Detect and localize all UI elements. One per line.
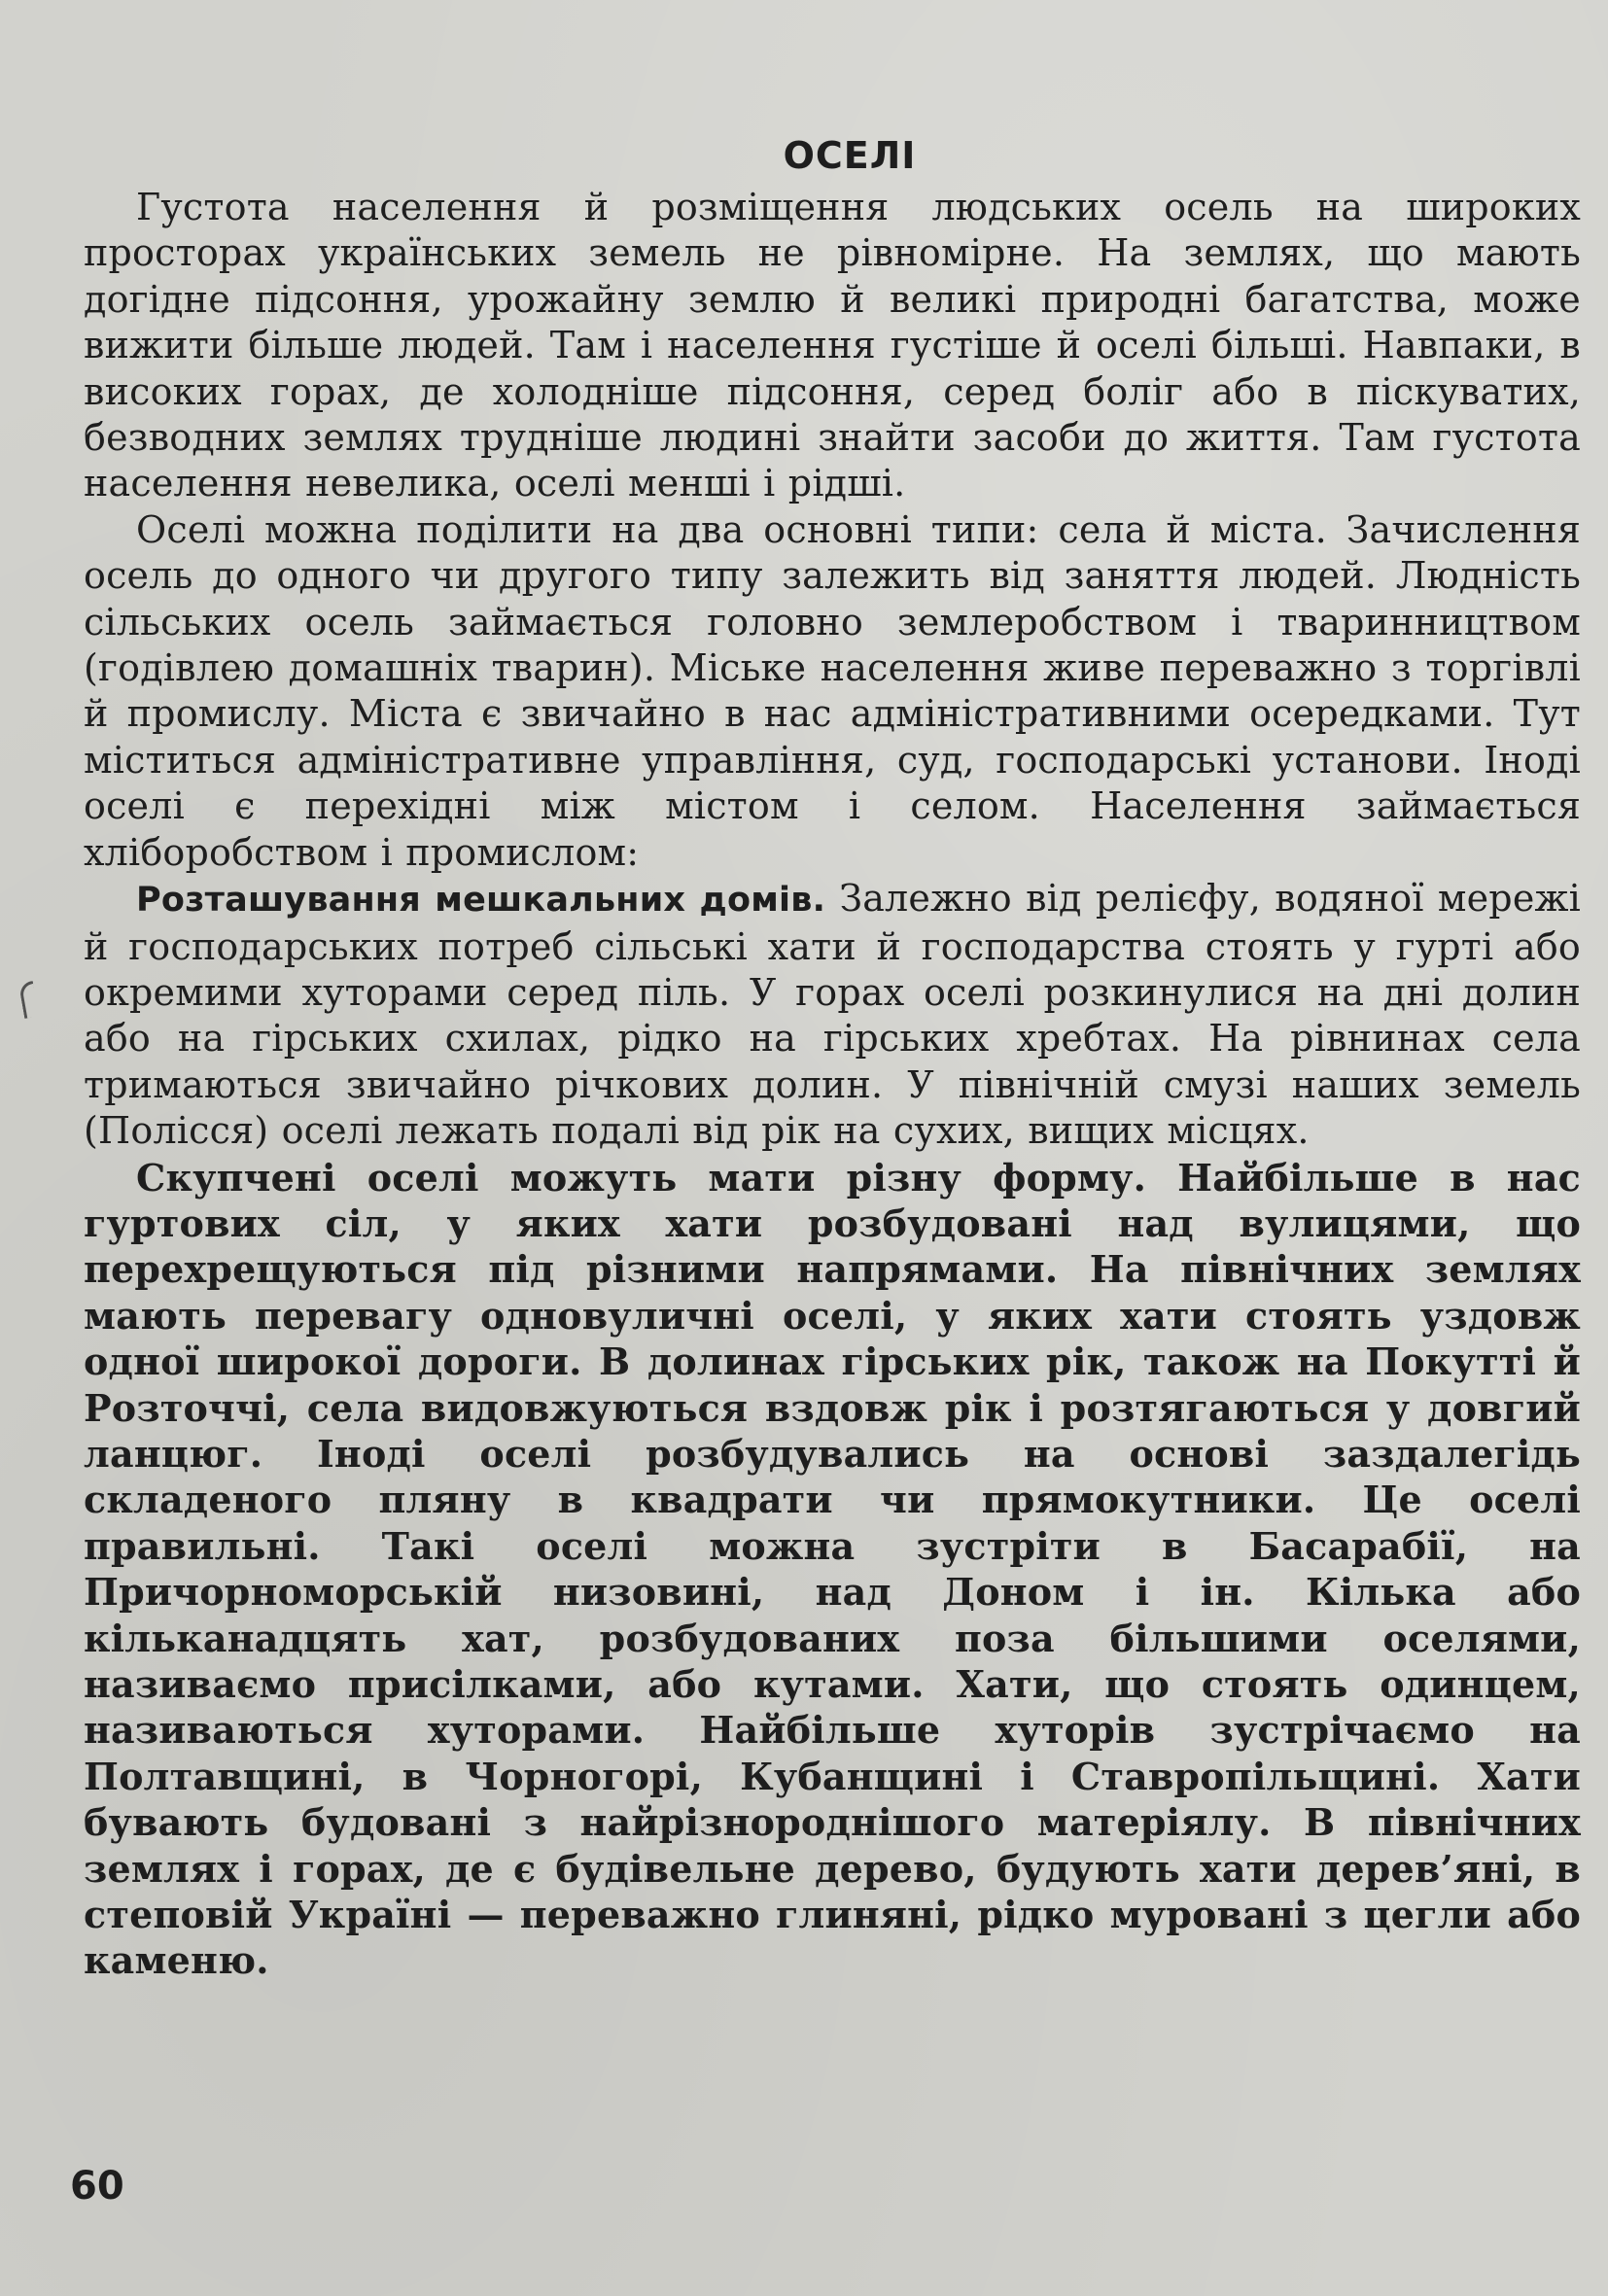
margin-pencil-mark [18, 981, 39, 1019]
paragraph-settlement-forms: Скупчені оселі можуть мати різну форму. Найбільше в нас гуртових сіл, у яких хати розбудовані над вулицями, що перехрещуються під різними напрямами. На північних землях мають перевагу одновуличні оселі, у яких хати стоять уздовж одної широкої дороги. В долинах гірських рік, також на Покутті й Розточчі, села видовжуються вздовж рік і розтягаються у довгий ланцюг. Іноді оселі розбудувались на основі заздалегідь складеного пляну в квадрати чи прямокутники. Це оселі правильні. Такі оселі можна зустріти в Басарабії, на Причорноморській низовині, над Доном і ін. Кілька або кільканадцять хат, розбудованих поза більшими оселями, називаємо присілками, або кутами. Хати, що стоять одинцем, називаються хуторами. Найбільше хуторів зустрічаємо на Полтавщині, в Чорногорі, Кубанщині і Ставропільщині. Хати бувають будовані з найрізнороднішого матеріялу. В північних землях і горах, де є будівельне дерево, будують хати дерев’яні, в степовій Україні — переважно глиняні, рідко муровані з цегли або каменю. [84, 1155, 1581, 1983]
page-content [84, 128, 1581, 1984]
paragraph-population-density: Густота населення й розміщення людських осель на широких просторах українських земель не рівномірне. На землях, що мають догідне підсоння, урожайну землю й великі природні багатства, може вижити більше людей. Там і населення густіше й оселі більші. Навпаки, в високих горах, де холодніше підсоння, серед боліг або в піскуватих, безводних землях трудніше людині знайти засоби до життя. Там густота населення невелика, оселі менші і рідші. [84, 186, 1581, 505]
section-heading: Розташування мешкальних домів. [136, 881, 826, 921]
section-text: Залежно від релієфу, водяної мережі й господарських потреб сільські хати й господарства стоять у гурті або окремими хуторами серед піль. У горах оселі розкинулися на дні долин або на гірських схилах, рідко на гірських хребтах. На рівнинах села тримаються звичайно річкових долин. У північній смузі наших земель (Полісся) оселі лежать подалі від рік на сухих, вищих місцях. [84, 877, 1582, 1153]
page-title: ОСЕЛІ [783, 134, 917, 177]
paragraph-house-placement [84, 876, 1581, 1154]
page-number: 60 [70, 2164, 124, 2209]
paragraph-settlement-types: Оселі можна поділити на два основні типи: села й міста. Зачислення осель до одного чи другого типу залежить від заняття людей. Людність сільських осель займається головно землеробством і тваринництвом (годівлею домашніх тварин). Міське населення живе переважно з торгівлі й промислу. Міста є звичайно в нас адміністративними осередками. Тут міститься адміністративне управління, суд, господарські установи. Іноді оселі є перехідні між містом і селом. Населення займається хліборобством і промислом: [84, 507, 1581, 874]
